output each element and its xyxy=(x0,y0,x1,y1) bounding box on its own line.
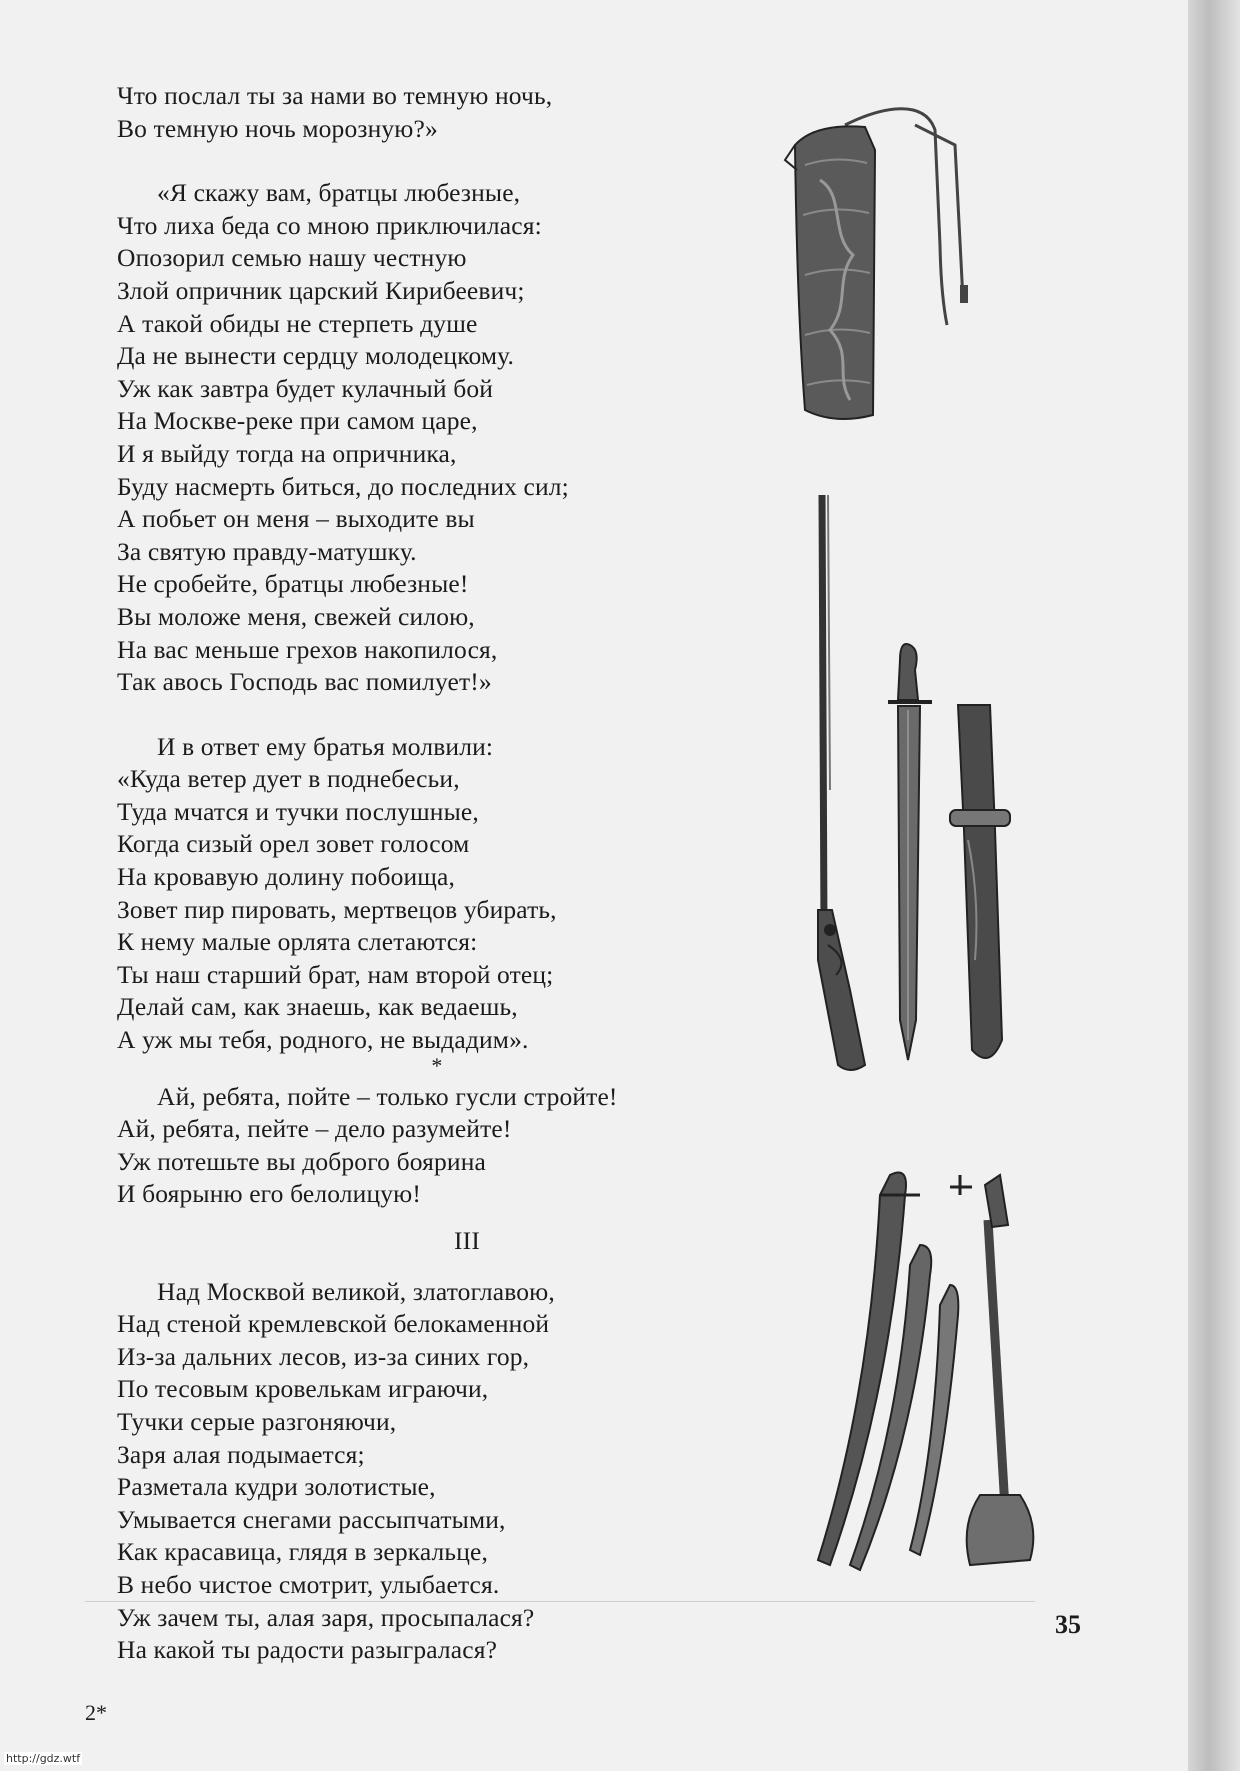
poem-line: И в ответ ему братья молвили: xyxy=(157,731,494,761)
stanza xyxy=(117,1081,837,1211)
poem-line: Ты наш старший брат, нам второй отец; xyxy=(117,959,554,989)
poem-line: Из-за дальних лесов, из-за синих гор, xyxy=(117,1341,530,1371)
stanza xyxy=(117,80,837,145)
chapter-heading: III xyxy=(454,1226,480,1255)
poem-line: На Москве-реке при самом царе, xyxy=(117,406,478,436)
poem-line: За святую правду-матушку. xyxy=(117,536,417,566)
poem-line: Опозорил семью нашу честную xyxy=(117,243,467,273)
page-gutter xyxy=(1188,0,1240,1771)
poem-line: Над Москвой великой, златоглавою, xyxy=(157,1276,555,1306)
poem-line: Зовет пир пировать, мертвецов убирать, xyxy=(117,894,557,924)
poem-line: Заря алая подымается; xyxy=(117,1439,365,1469)
poem-line: Вы моложе меня, свежей силою, xyxy=(117,601,475,631)
poem-line: Ай, ребята, пейте – дело разумейте! xyxy=(117,1114,512,1144)
signature-mark: 2* xyxy=(85,1700,107,1725)
poem-line: Уж потешьте вы доброго боярина xyxy=(117,1146,486,1176)
poem-line: Делай сам, как знаешь, как ведаешь, xyxy=(117,992,518,1022)
poem-line: Как красавица, глядя в зеркальце, xyxy=(117,1537,489,1567)
stanza xyxy=(117,731,837,1057)
poem-line: Ай, ребята, пойте – только гусли стройте! xyxy=(157,1081,618,1111)
poem-line: Злой опричник царский Кирибеевич; xyxy=(117,275,525,305)
poem-line: «Куда ветер дует в поднебесьи, xyxy=(117,764,460,794)
poem-line: Да не вынести сердцу молодецкому. xyxy=(117,341,515,371)
poem-line: Во темную ночь морозную?» xyxy=(117,113,438,143)
section-separator: * xyxy=(431,1052,443,1078)
poem-line: Так авось Господь вас помилует!» xyxy=(117,667,492,697)
poem-line: Буду насмерть биться, до последних сил; xyxy=(117,471,569,501)
poem-line: На кровавую долину побоища, xyxy=(117,862,456,892)
poem-line: Что послал ты за нами во темную ночь, xyxy=(117,81,553,110)
poem-line: Умывается снегами рассыпчатыми, xyxy=(117,1504,506,1534)
poem-line: По тесовым кровелькам играючи, xyxy=(117,1374,489,1404)
poem-line: «Я скажу вам, братцы любезные, xyxy=(157,178,521,208)
page-number: 35 xyxy=(1055,1610,1081,1639)
poem-line: Над стеной кремлевской белокаменной xyxy=(117,1309,550,1339)
poem-line: Туда мчатся и тучки послушные, xyxy=(117,796,479,826)
poem-line: Когда сизый орел зовет голосом xyxy=(117,829,470,859)
footnote-rule xyxy=(85,1601,1035,1602)
stanza xyxy=(117,177,837,699)
watermark-link[interactable]: http://gdz.wtf xyxy=(6,1752,81,1765)
dagger-with-scabbard-icon xyxy=(880,640,1020,1070)
poem-text xyxy=(117,80,837,1667)
poem-line: Что лиха беда со мною приключилася: xyxy=(117,210,542,240)
poem-line: И боярыню его белолицую! xyxy=(117,1179,421,1209)
quiver-icon xyxy=(775,105,985,435)
poem-line: К нему малые орлята слетаются: xyxy=(117,927,478,957)
poem-line: А такой обиды не стерпеть душе xyxy=(117,308,478,338)
sabres-and-axe-icon xyxy=(810,1165,1040,1575)
poem-line: Уж как завтра будет кулачный бой xyxy=(117,373,494,403)
poem-line: А уж мы тебя, родного, не выдадим». xyxy=(117,1025,529,1055)
poem-line: Не сробейте, братцы любезные! xyxy=(117,569,469,599)
poem-line: В небо чистое смотрит, улыбается. xyxy=(117,1569,500,1599)
musket-icon xyxy=(810,490,880,1080)
poem-line: На какой ты радости разыгралася? xyxy=(117,1635,498,1665)
poem-line: Уж зачем ты, алая заря, просыпалася? xyxy=(117,1602,535,1632)
poem-line: Тучки серые разгоняючи, xyxy=(117,1406,397,1436)
poem-line: А побьет он меня – выходите вы xyxy=(117,504,475,534)
stanza xyxy=(117,1276,837,1667)
poem-line: Разметала кудри золотистые, xyxy=(117,1472,436,1502)
poem-line: И я выйду тогда на опричника, xyxy=(117,438,457,468)
poem-line: На вас меньше грехов накопилося, xyxy=(117,634,498,664)
